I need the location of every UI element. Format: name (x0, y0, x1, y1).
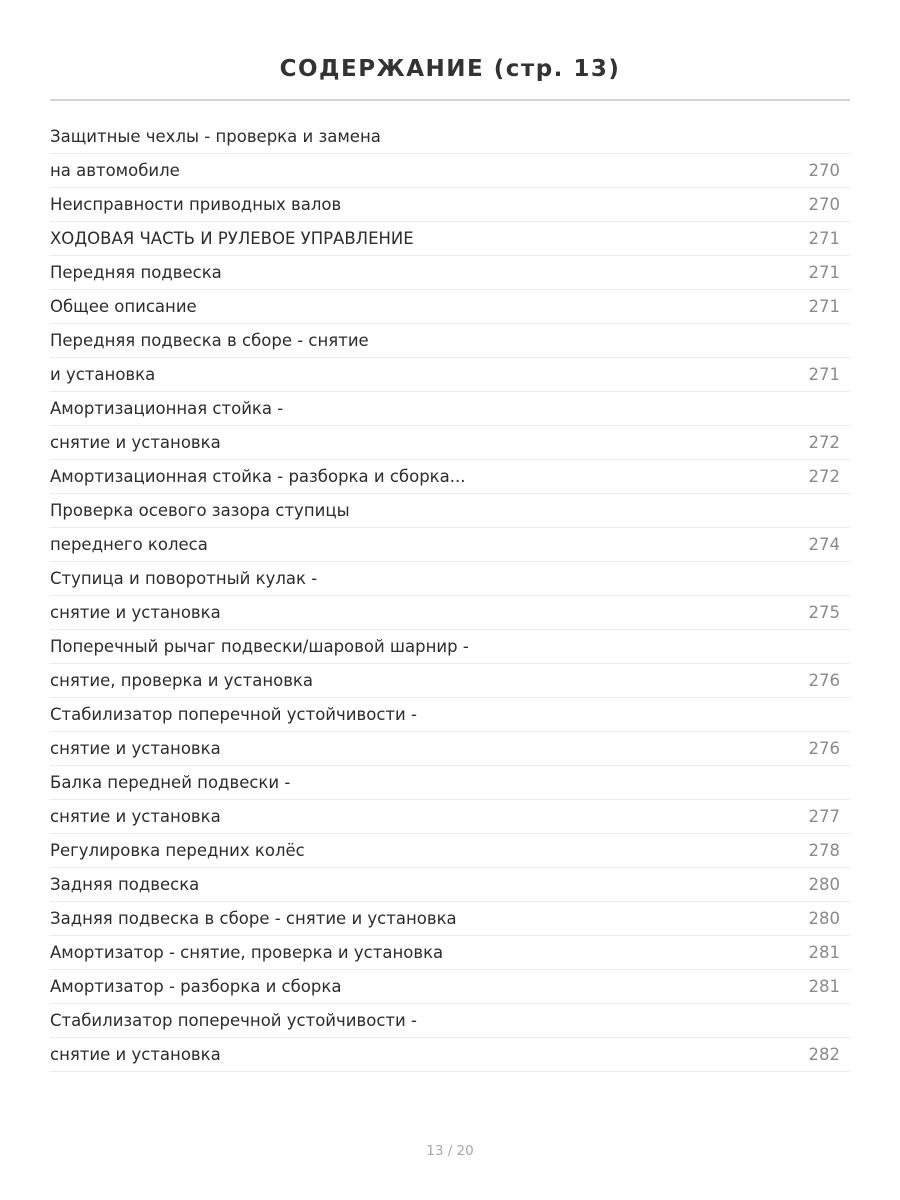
toc-entry-text: Защитные чехлы - проверка и замена (50, 127, 381, 146)
toc-entry[interactable] (50, 154, 850, 188)
toc-entry-page: 280 (808, 909, 840, 928)
toc-entry-text: снятие и установка (50, 807, 221, 826)
toc-entry[interactable] (50, 460, 850, 494)
toc-entry-page: 275 (808, 603, 840, 622)
toc-entry-page: 271 (808, 365, 840, 384)
toc-entry[interactable] (50, 664, 850, 698)
toc-entry-text: Общее описание (50, 297, 197, 316)
toc-entry-text: снятие и установка (50, 1045, 221, 1064)
toc-entry[interactable] (50, 1004, 850, 1038)
toc-entry-page: 276 (808, 739, 840, 758)
toc-entry-text: Поперечный рычаг подвески/шаровой шарнир - (50, 637, 469, 656)
toc-entry-text: ХОДОВАЯ ЧАСТЬ И РУЛЕВОЕ УПРАВЛЕНИЕ (50, 229, 414, 248)
page-title: СОДЕРЖАНИЕ (стр. 13) (279, 56, 621, 83)
toc-entry[interactable] (50, 970, 850, 1004)
toc-entry-text: и установка (50, 365, 156, 384)
toc-entry-text: снятие, проверка и установка (50, 671, 314, 690)
toc-entry-page: 274 (808, 535, 840, 554)
toc-entry-page: 282 (808, 1045, 840, 1064)
toc-entry-page: 271 (808, 297, 840, 316)
toc-entry[interactable] (50, 494, 850, 528)
toc-entry[interactable] (50, 834, 850, 868)
page-indicator: 13 / 20 (426, 1143, 474, 1159)
toc-entry[interactable] (50, 290, 850, 324)
toc-entry-text: Задняя подвеска (50, 875, 200, 894)
toc-entry-text: Амортизационная стойка - разборка и сборка... (50, 467, 466, 486)
table-of-contents (50, 120, 850, 1072)
toc-entry-page: 272 (808, 467, 840, 486)
toc-entry[interactable] (50, 324, 850, 358)
toc-entry[interactable] (50, 120, 850, 154)
toc-entry-text: Задняя подвеска в сборе - снятие и установка (50, 909, 457, 928)
toc-entry-page: 280 (808, 875, 840, 894)
toc-entry-text: на автомобиле (50, 161, 180, 180)
toc-entry[interactable] (50, 222, 850, 256)
toc-entry[interactable] (50, 630, 850, 664)
toc-entry-text: снятие и установка (50, 433, 221, 452)
toc-entry-page: 277 (808, 807, 840, 826)
toc-entry[interactable] (50, 256, 850, 290)
toc-entry-text: переднего колеса (50, 535, 208, 554)
toc-entry-text: Стабилизатор поперечной устойчивости - (50, 1011, 417, 1030)
toc-entry[interactable] (50, 596, 850, 630)
toc-entry[interactable] (50, 392, 850, 426)
toc-entry-text: снятие и установка (50, 603, 221, 622)
toc-entry[interactable] (50, 902, 850, 936)
toc-entry[interactable] (50, 698, 850, 732)
toc-entry-text: снятие и установка (50, 739, 221, 758)
toc-entry[interactable] (50, 358, 850, 392)
toc-entry-page: 270 (808, 161, 840, 180)
toc-entry-text: Амортизатор - разборка и сборка (50, 977, 342, 996)
toc-entry-text: Неисправности приводных валов (50, 195, 342, 214)
toc-entry[interactable] (50, 868, 850, 902)
toc-entry-page: 276 (808, 671, 840, 690)
toc-entry-page: 270 (808, 195, 840, 214)
toc-entry[interactable] (50, 528, 850, 562)
toc-entry-text: Проверка осевого зазора ступицы (50, 501, 350, 520)
toc-entry[interactable] (50, 188, 850, 222)
toc-entry-page: 278 (808, 841, 840, 860)
toc-entry[interactable] (50, 1038, 850, 1072)
title-divider (50, 99, 850, 101)
toc-entry-page: 271 (808, 229, 840, 248)
toc-entry[interactable] (50, 562, 850, 596)
toc-entry[interactable] (50, 732, 850, 766)
toc-entry[interactable] (50, 800, 850, 834)
toc-entry-text: Амортизационная стойка - (50, 399, 284, 418)
toc-entry-page: 281 (808, 943, 840, 962)
toc-entry[interactable] (50, 426, 850, 460)
toc-entry-text: Балка передней подвески - (50, 773, 291, 792)
toc-entry-text: Передняя подвеска в сборе - снятие (50, 331, 369, 350)
toc-entry-page: 271 (808, 263, 840, 282)
toc-entry-page: 281 (808, 977, 840, 996)
toc-entry-page: 272 (808, 433, 840, 452)
toc-entry-text: Передняя подвеска (50, 263, 222, 282)
toc-entry-text: Ступица и поворотный кулак - (50, 569, 318, 588)
toc-entry[interactable] (50, 766, 850, 800)
toc-entry-text: Амортизатор - снятие, проверка и установка (50, 943, 444, 962)
toc-entry-text: Стабилизатор поперечной устойчивости - (50, 705, 417, 724)
toc-entry-text: Регулировка передних колёс (50, 841, 305, 860)
toc-entry[interactable] (50, 936, 850, 970)
